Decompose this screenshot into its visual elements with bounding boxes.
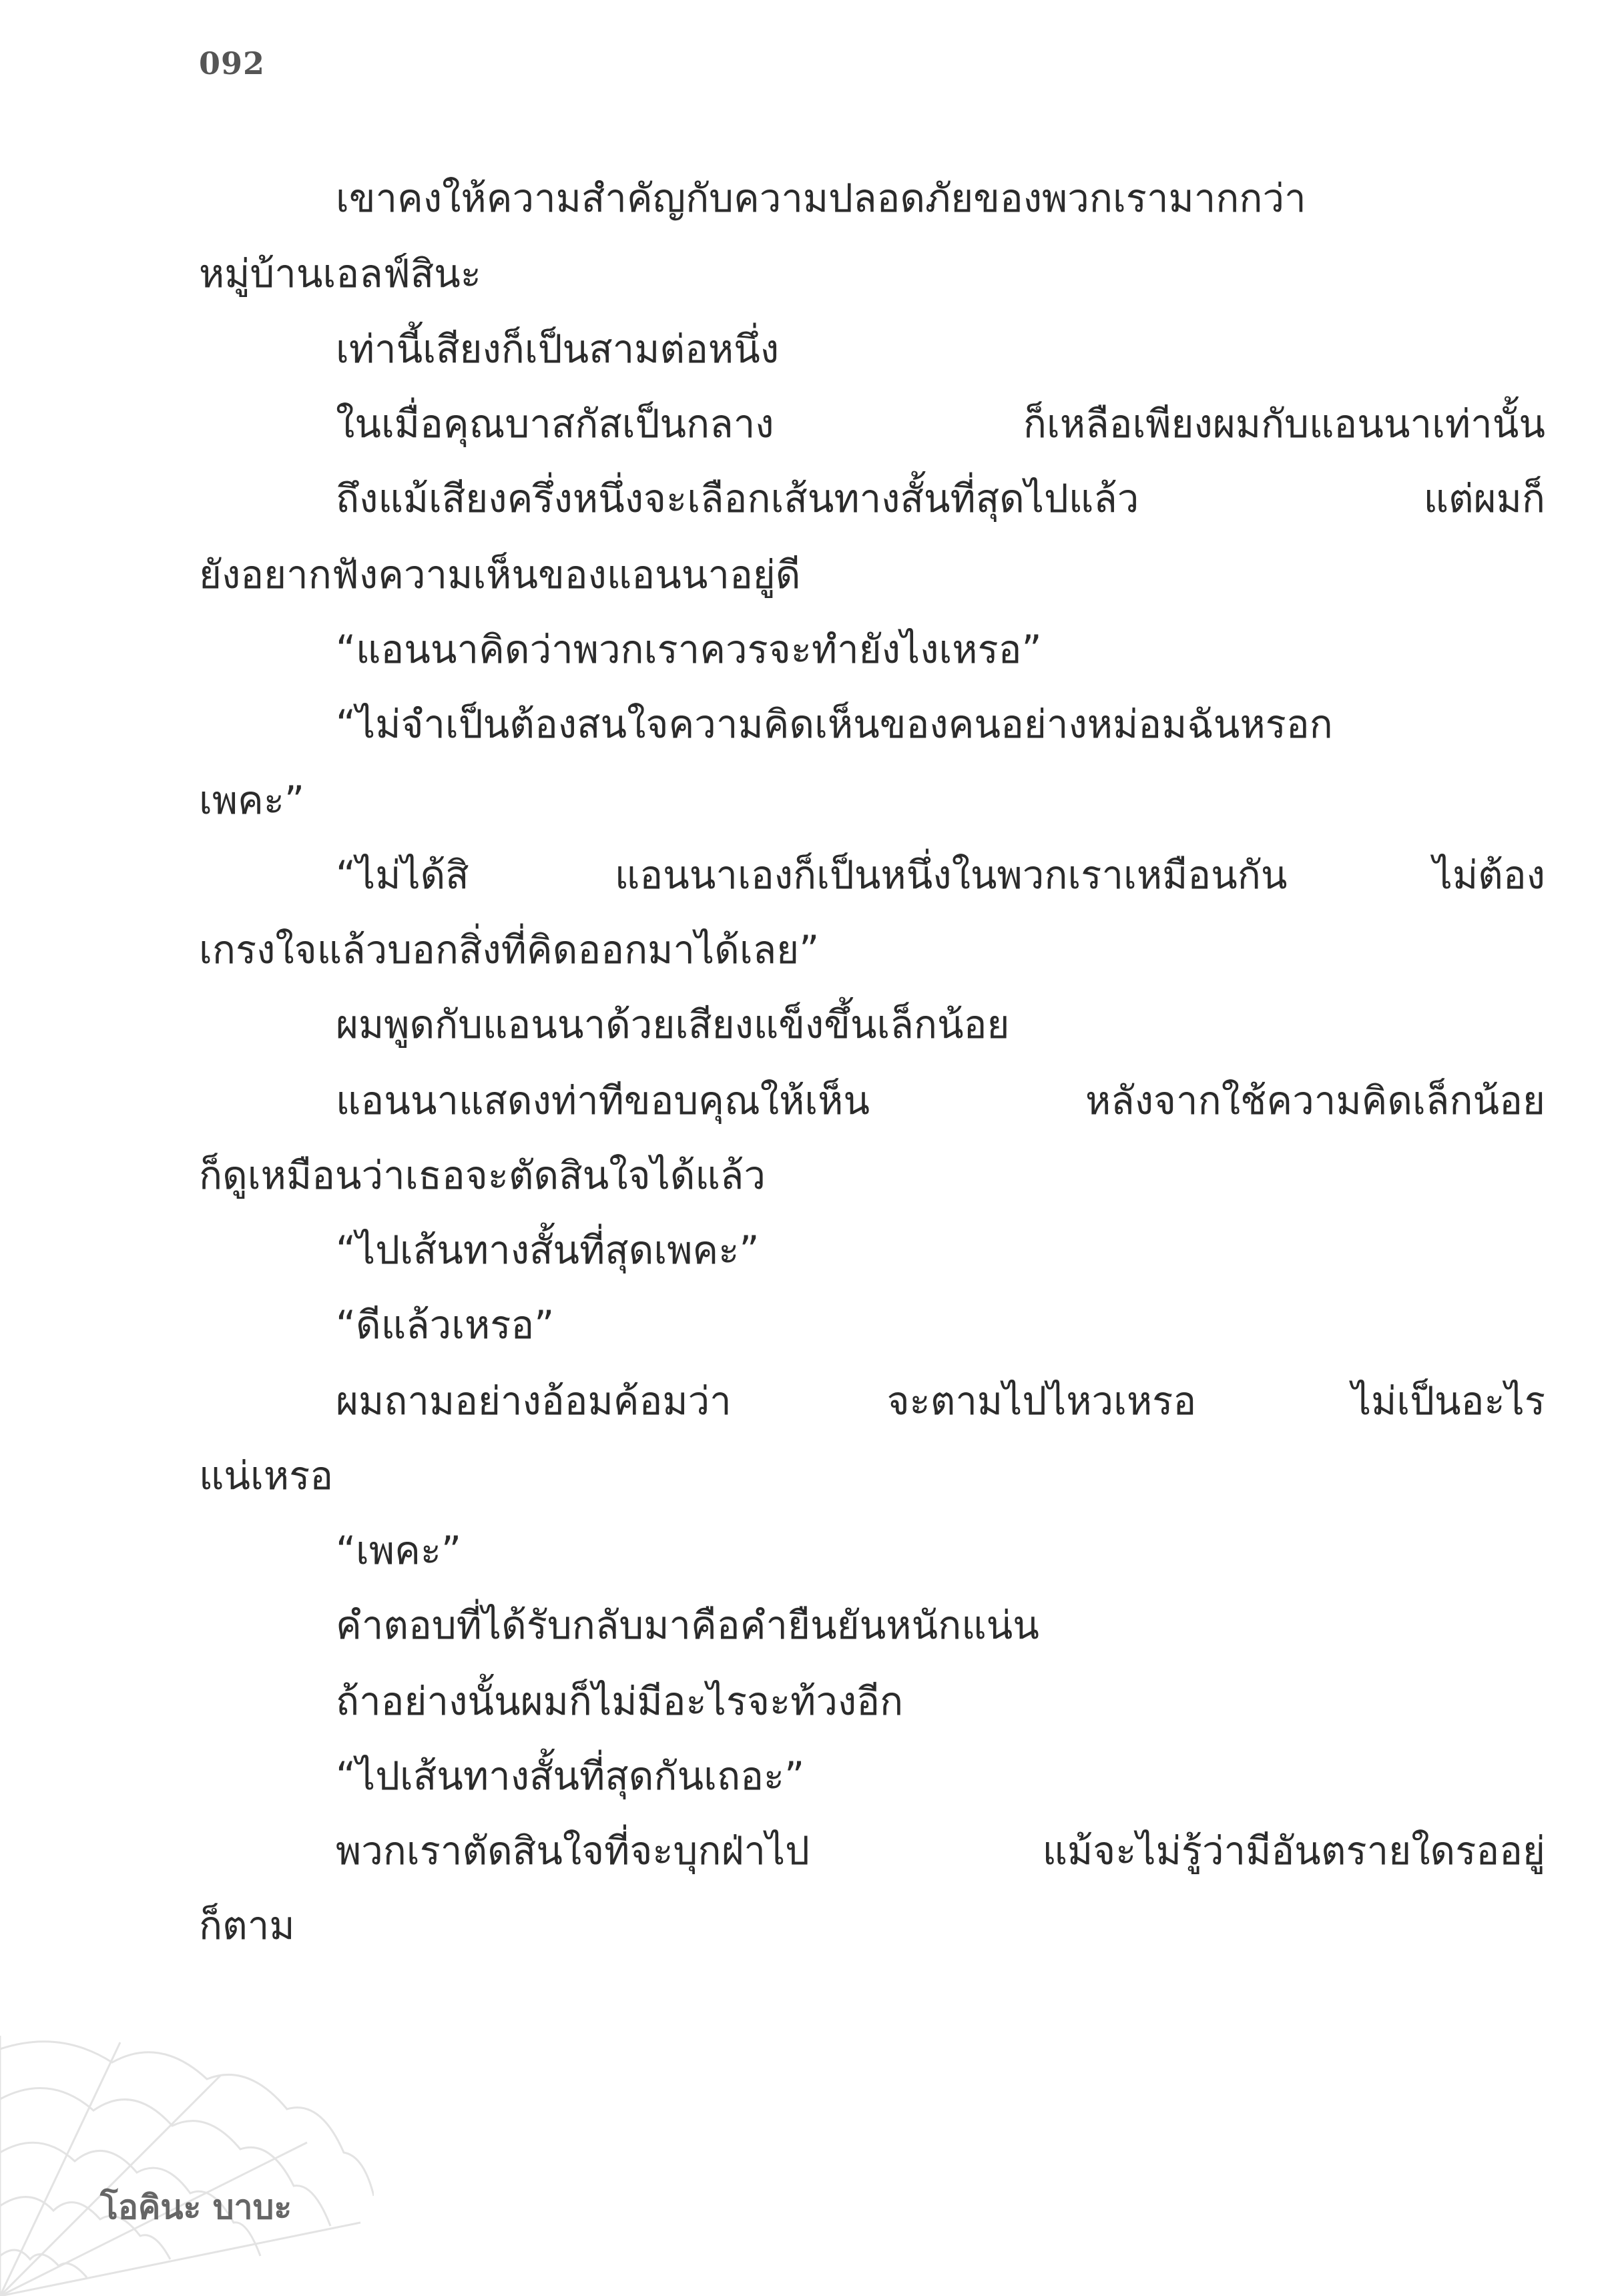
text-line: แอนนาแสดงท่าทีขอบคุณให้เห็น หลังจากใช้ความคิดเล็กน้อย: [336, 1078, 1545, 1123]
text-line: ในเมื่อคุณบาสกัสเป็นกลาง ก็เหลือเพียงผมกับแอนนาเท่านั้น: [336, 401, 1545, 447]
text-line: “ดีแล้วเหรอ”: [336, 1302, 555, 1348]
text-line: ยังอยากฟังความเห็นของแอนนาอยู่ดี: [199, 552, 801, 597]
text-line: “เพคะ”: [336, 1528, 462, 1573]
text-line: “ไปเส้นทางสั้นที่สุดเพคะ”: [336, 1227, 760, 1273]
text-line: เท่านี้เสียงก็เป็นสามต่อหนึ่ง: [336, 326, 780, 372]
text-line: “ไม่ได้สิ แอนนาเองก็เป็นหนึ่งในพวกเราเหมือนกัน ไม่ต้อง: [336, 852, 1545, 898]
text-line: “แอนนาคิดว่าพวกเราควรจะทำยังไงเหรอ”: [336, 627, 1042, 672]
author-name: โอคินะ บาบะ: [100, 2188, 292, 2227]
text-line: “ไม่จำเป็นต้องสนใจความคิดเห็นของคนอย่างหม่อมฉันหรอก: [336, 701, 1333, 747]
page-number: 092: [199, 45, 266, 81]
text-line: ก็ดูเหมือนว่าเธอจะตัดสินใจได้แล้ว: [199, 1153, 766, 1198]
text-line: พวกเราตัดสินใจที่จะบุกฝ่าไป แม้จะไม่รู้ว่ามีอันตรายใดรออยู่: [336, 1828, 1545, 1874]
text-line: เกรงใจแล้วบอกสิ่งที่คิดออกมาได้เลย”: [199, 927, 820, 972]
text-line: แน่เหรอ: [199, 1453, 334, 1498]
text-line: เขาคงให้ความสำคัญกับความปลอดภัยของพวกเรามากกว่า: [336, 176, 1306, 221]
text-line: ถ้าอย่างนั้นผมก็ไม่มีอะไรจะท้วงอีก: [336, 1679, 904, 1724]
text-line: คำตอบที่ได้รับกลับมาคือคำยืนยันหนักแน่น: [336, 1603, 1039, 1648]
text-line: “ไปเส้นทางสั้นที่สุดกันเถอะ”: [336, 1753, 805, 1799]
text-line: ผมถามอย่างอ้อมค้อมว่า จะตามไปไหวเหรอ ไม่เป็นอะไร: [336, 1378, 1545, 1424]
text-line: เพคะ”: [199, 778, 305, 823]
text-line: ผมพูดกับแอนนาด้วยเสียงแข็งขึ้นเล็กน้อย: [336, 1002, 1010, 1047]
text-line: ถึงแม้เสียงครึ่งหนึ่งจะเลือกเส้นทางสั้นที่สุดไปแล้ว แต่ผมก็: [336, 476, 1545, 521]
text-line: ก็ตาม: [199, 1903, 295, 1948]
spider-web-icon: [0, 2036, 374, 2296]
text-line: หมู่บ้านเอลฟ์สินะ: [199, 251, 481, 296]
